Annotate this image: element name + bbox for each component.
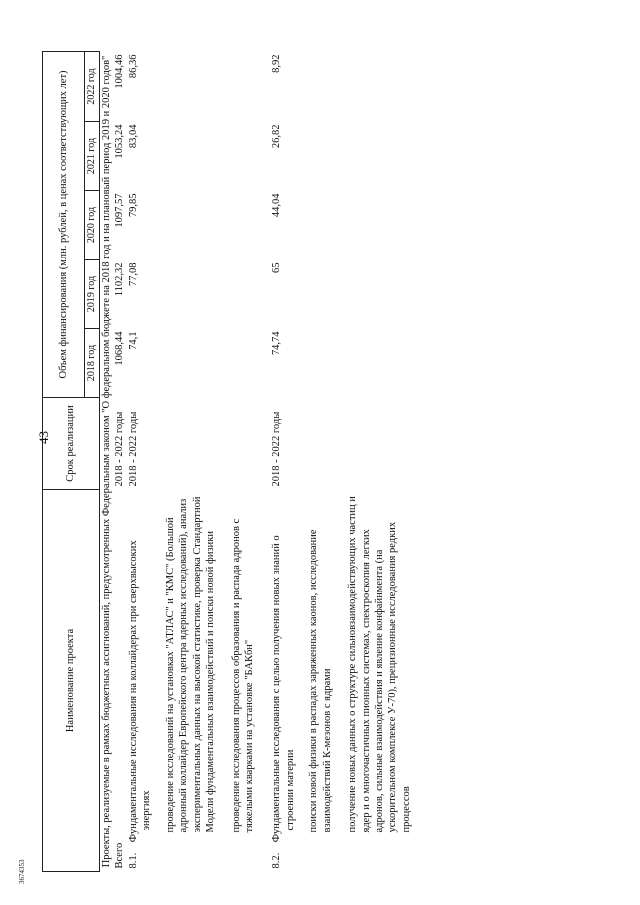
project-value: 8,92 <box>271 54 283 73</box>
project-task: проведение исследований на установках "АТЛАС" и "КМС" (Большой адронный коллайдер Европейского центра ядерных исследований), анализ экспериментальных данных на высокой статистике, проверка Стандартной Модели фундаментальных взаимодействий и поиски новой физики <box>164 496 217 833</box>
project-title <box>270 493 297 869</box>
total-value: 1004,46 <box>114 54 126 89</box>
column-header-name: Наименование проекта <box>43 490 100 872</box>
project-number: 8.2. <box>271 852 283 869</box>
project-task: получение новых данных о структуре сильновзаимодействующих частиц и ядер и о многочастичных пионных системах, спектроскопия легких адронов, сильные взаимодействия и явление конфайнмента (на ускорительном комплексе У-70), прецизионные исследования редких процессов <box>347 496 412 833</box>
project-title-text: Фундаментальные исследования на коллайдерах при сверхвысоких энергиях <box>127 540 153 843</box>
project-cell <box>127 490 257 872</box>
project-task: проведение исследования процессов образования и распада адронов с тяжелыми кварками на установке "БАКбн" <box>230 518 255 833</box>
column-header-year: 2018 год <box>85 329 100 398</box>
project-term: 2018 - 2022 годы <box>271 411 283 487</box>
project-value: 26,82 <box>271 124 283 149</box>
project-title <box>127 493 154 869</box>
column-header-year: 2022 год <box>85 51 100 121</box>
column-header-funding: Объем финансирования (млн. рублей, в ценах соответствующих лет) <box>43 51 85 397</box>
table-row-project <box>127 51 257 871</box>
project-number: 8.1. <box>127 852 139 869</box>
funding-table <box>42 51 413 872</box>
project-value: 83,04 <box>127 124 139 149</box>
project-value: 77,08 <box>127 262 139 287</box>
project-value: 44,04 <box>271 193 283 218</box>
page-number: 43 <box>36 431 51 444</box>
project-value: 79,85 <box>127 193 139 218</box>
total-term: 2018 - 2022 годы <box>114 411 126 487</box>
column-header-year: 2019 год <box>85 260 100 329</box>
project-value: 74,74 <box>271 331 283 356</box>
total-label: Всего <box>114 842 126 869</box>
total-value: 1053,24 <box>114 124 126 159</box>
table-row-total <box>113 51 126 871</box>
project-value: 86,36 <box>127 54 139 79</box>
total-value: 1102,32 <box>114 262 126 297</box>
column-header-year: 2020 год <box>85 191 100 260</box>
project-value: 65 <box>271 262 283 273</box>
project-task: поиски новой физики в распадах заряженных каонов, исследование взаимодействий К-мезонов с ядрами <box>308 529 333 833</box>
project-title-text: Фундаментальные исследования с целью получения новых знаний о строении материи <box>271 535 296 843</box>
project-cell <box>256 490 413 872</box>
rotated-table-sheet <box>42 52 602 872</box>
project-term: 2018 - 2022 годы <box>127 411 139 487</box>
project-value: 74,1 <box>127 331 139 350</box>
section-caption: Проекты, реализуемые в рамках бюджетных ассигнований, предусмотренных Федеральным законом "О федеральном бюджете на 2018 год и на плановый период 2019 и 2020 годов" <box>101 55 112 868</box>
total-value: 1097,57 <box>114 193 126 228</box>
total-value: 1068,44 <box>114 331 126 366</box>
column-header-year: 2021 год <box>85 122 100 191</box>
document-code: 3674353 <box>18 859 26 884</box>
column-header-term: Срок реализации <box>43 398 100 490</box>
table-row-project <box>256 51 413 871</box>
